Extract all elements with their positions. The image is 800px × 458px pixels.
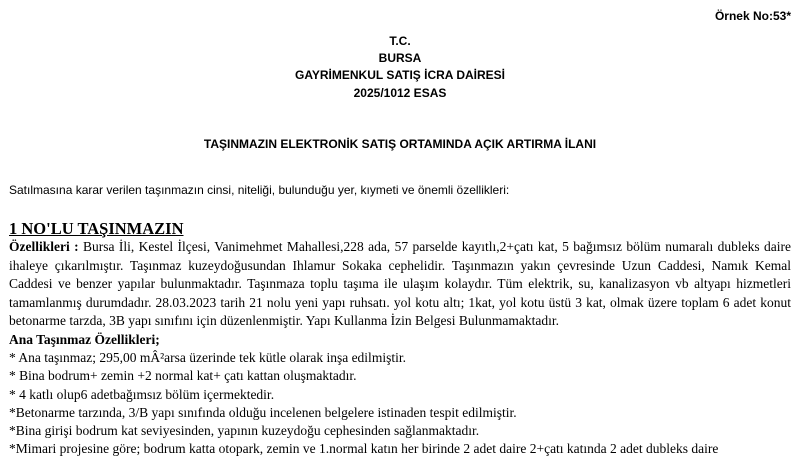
- header-office: GAYRİMENKUL SATIŞ İCRA DAİRESİ: [294, 68, 506, 82]
- features-label: Özellikleri :: [9, 239, 79, 254]
- feature-item: * Ana taşınmaz; 295,00 mÂ²arsa üzerinde tek kütle olarak inşa edilmiştir.: [9, 350, 406, 366]
- property-section: [9, 220, 791, 458]
- property-features: [9, 238, 791, 331]
- feature-item: *Bina girişi bodrum kat seviyesinden, yapının kuzeydoğu cephesinden sağlanmaktadır.: [9, 422, 480, 438]
- header-tc: T.C.: [389, 34, 411, 48]
- feature-item: *Mimari projesine göre; bodrum katta otopark, zemin ve 1.normal katın her birinde 2 adet daire 2+çatı katında 2 adet dubleks daire: [9, 441, 719, 457]
- ornek-number: Örnek No:53*: [714, 9, 791, 23]
- property-title: 1 NO'LU TAŞINMAZIN: [9, 219, 184, 238]
- header-city: BURSA: [378, 51, 422, 65]
- announcement-title: TAŞINMAZIN ELEKTRONİK SATIŞ ORTAMINDA AÇIK ARTIRMA İLANI: [203, 137, 597, 151]
- feature-item: * 4 katlı olup6 adetbağımsız bölüm içermektedir.: [9, 386, 275, 402]
- feature-item: * Bina bodrum+ zemin +2 normal kat+ çatı kattan oluşmaktadır.: [9, 368, 357, 384]
- intro-text: Satılmasına karar verilen taşınmazın cinsi, niteliği, bulunduğu yer, kıymeti ve önemli özellikleri:: [9, 183, 510, 197]
- header-file-number: 2025/1012 ESAS: [353, 86, 447, 100]
- features-text: Bursa İli, Kestel İlçesi, Vanimehmet Mahallesi,228 ada, 57 parselde kayıtlı,2+çatı kat, 5 bağımsız bölüm numaralı dubleks daire ihaleye çıkarılmıştır. Taşınmaz kuzeydoğusundan Ihlamur Sokaka cephelidir. Taşınmazın yakın çevresinde Uzun Caddesi, Namık Kemal Caddesi ve benzer yapılar bulunmaktadır. Taşınmaza toplu taşıma ile ulaşım kolaydır. Tüm elektrik, su, kanalizasyon vb altyapı hizmetleri tamamlanmış durumdadır. 28.03.2023 tarih 21 nolu yeni yapı ruhsatı. yol kotu altı; 1kat, yol kotu üstü 3 kat, olmak üzere toplam 6 adet konut betonarme tarzda, 3B yapı sınıfını için düzenlenmiştir. Yapı Kullanma İzin Belgesi Bulunmamaktadır.: [9, 239, 791, 329]
- feature-item: *Betonarme tarzında, 3/B yapı sınıfında olduğu incelenen belgelere istinaden tespit edilmiştir.: [9, 404, 517, 420]
- main-features-label: Ana Taşınmaz Özellikleri;: [9, 331, 160, 347]
